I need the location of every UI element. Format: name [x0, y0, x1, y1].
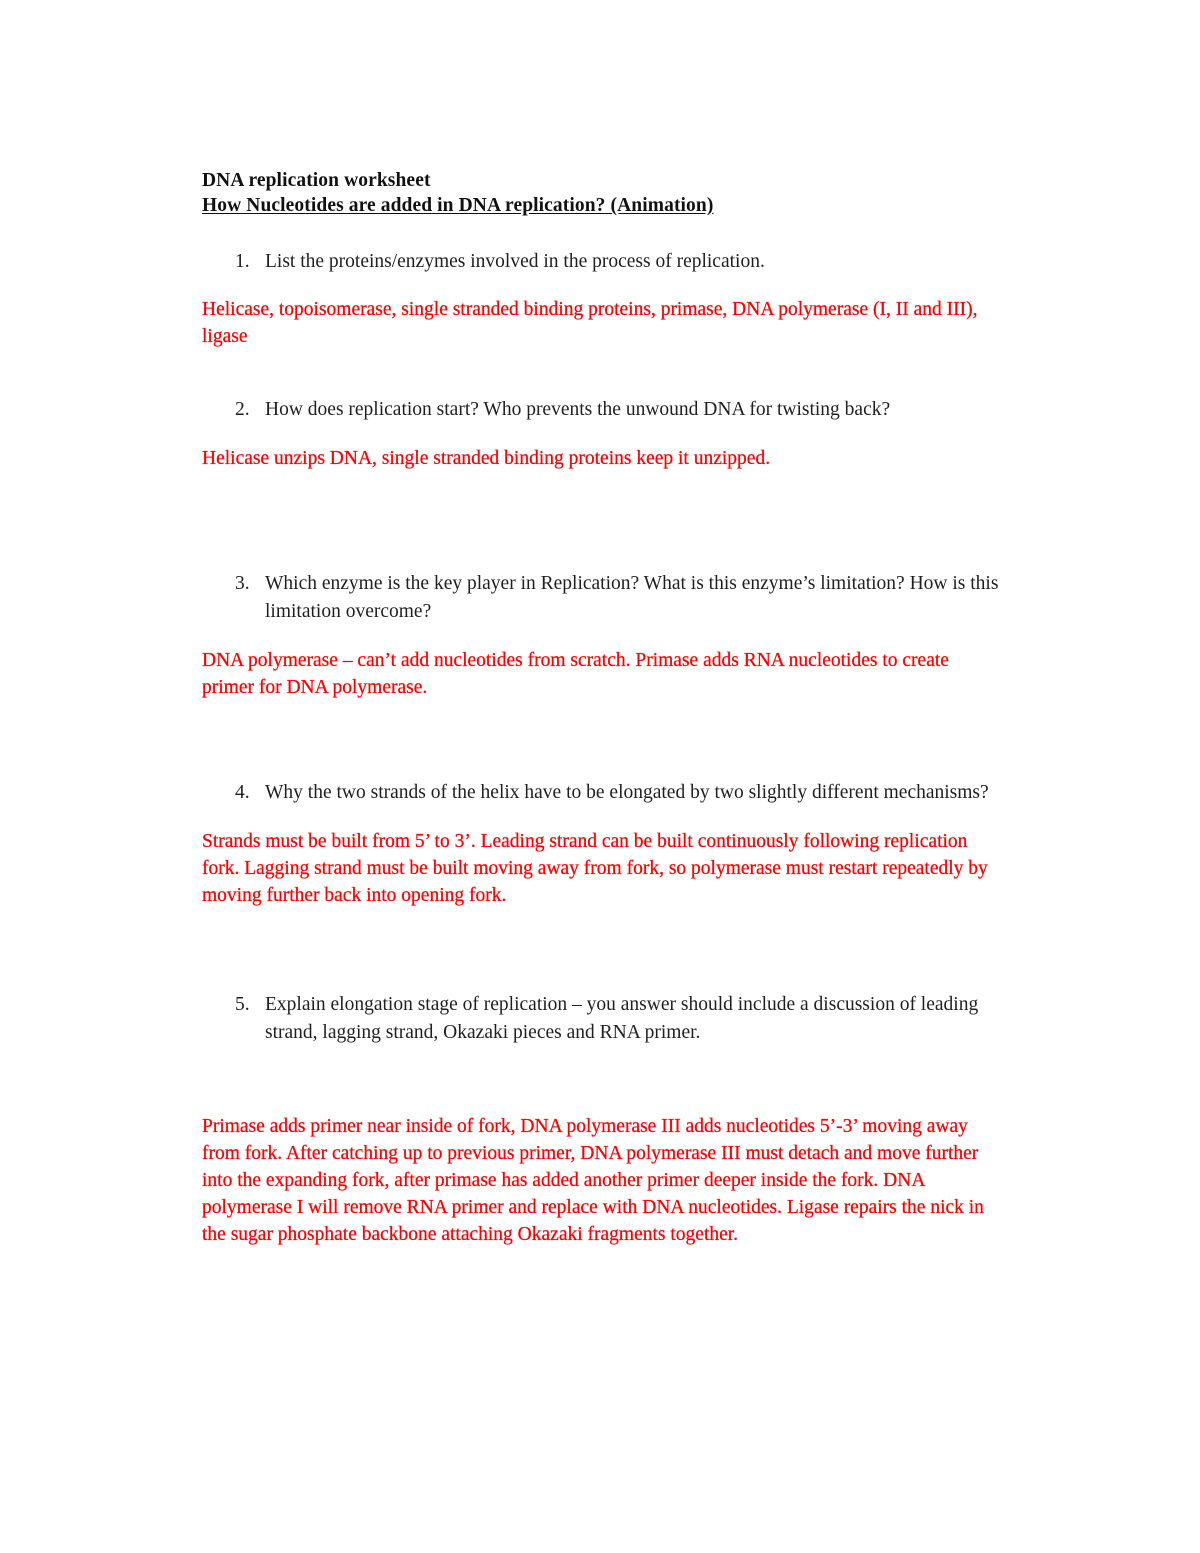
question-4 — [202, 779, 1002, 807]
question-5-number: 5. — [235, 994, 250, 1015]
qa-group-1 — [202, 248, 1002, 350]
spacer — [202, 276, 1002, 296]
worksheet-subtitle: How Nucleotides are added in DNA replication? (Animation) — [202, 195, 714, 216]
question-1 — [202, 248, 1002, 276]
spacer — [202, 424, 1002, 445]
question-4-text: Why the two strands of the helix have to be elongated by two slightly different mechanisms? — [265, 782, 989, 803]
spacer — [202, 909, 1002, 991]
answer-2: Helicase unzips DNA, single stranded binding proteins keep it unzipped. — [202, 448, 771, 469]
question-4-number: 4. — [235, 782, 250, 803]
question-2 — [202, 396, 1002, 424]
answer-4: Strands must be built from 5’ to 3’. Leading strand can be built continuously following replication fork. Lagging strand must be built moving away from fork, so polymerase must restart repeatedly by moving further back into opening fork. — [202, 831, 988, 906]
qa-group-2 — [202, 396, 1002, 472]
question-3-number: 3. — [235, 573, 250, 594]
spacer — [202, 701, 1002, 779]
spacer — [202, 350, 1002, 396]
spacer — [202, 807, 1002, 828]
spacer — [202, 1047, 1002, 1113]
spacer — [202, 626, 1002, 647]
question-1-text: List the proteins/enzymes involved in the process of replication. — [265, 251, 765, 272]
worksheet-heading — [202, 168, 1002, 218]
question-5-text: Explain elongation stage of replication – you answer should include a discussion of leading strand, lagging strand, Okazaki pieces and RNA primer. — [265, 994, 979, 1043]
spacer — [202, 472, 1002, 570]
qa-group-5 — [202, 991, 1002, 1248]
question-2-text: How does replication start? Who prevents the unwound DNA for twisting back? — [265, 399, 891, 420]
question-5 — [202, 991, 1002, 1047]
document-body — [202, 168, 1002, 1248]
answer-1: Helicase, topoisomerase, single stranded binding proteins, primase, DNA polymerase (I, II and III), ligase — [202, 299, 978, 347]
question-1-number: 1. — [235, 251, 250, 272]
answer-5: Primase adds primer near inside of fork, DNA polymerase III adds nucleotides 5’-3’ moving away from fork. After catching up to previous primer, DNA polymerase III must detach and move further into the expanding fork, after primase has added another primer deeper inside the fork. DNA polymerase I will remove RNA primer and replace with DNA nucleotides. Ligase repairs the nick in the sugar phosphate backbone attaching Okazaki fragments together. — [202, 1116, 984, 1245]
question-3 — [202, 570, 1002, 626]
question-2-number: 2. — [235, 399, 250, 420]
qa-group-4 — [202, 779, 1002, 909]
qa-group-3 — [202, 570, 1002, 701]
worksheet-title: DNA replication worksheet — [202, 170, 431, 191]
answer-3: DNA polymerase – can’t add nucleotides from scratch. Primase adds RNA nucleotides to create primer for DNA polymerase. — [202, 650, 949, 698]
question-3-text: Which enzyme is the key player in Replication? What is this enzyme’s limitation? How is this limitation overcome? — [265, 573, 999, 622]
